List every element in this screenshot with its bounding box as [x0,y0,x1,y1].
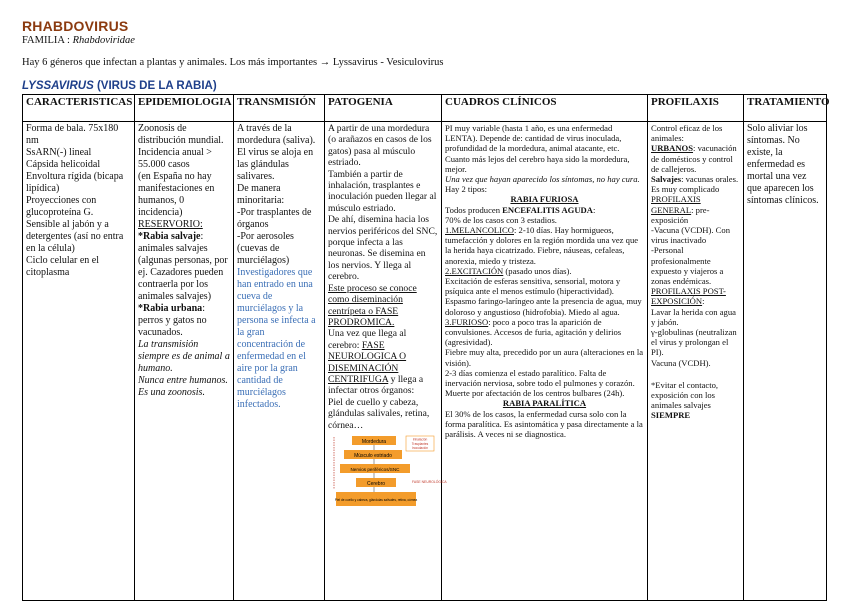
family-value: Rhabdoviridae [72,35,135,46]
flow-tag: FASE NEUROLÓGICA [412,479,447,484]
cell-transmision: A través de la mordedura (saliva). El virus se aloja en las glándulas salivares. De manera minoritaria: -Por trasplantes de órganos -Por aerosoles (cuevas de murciélagos) Investigadores que han entrado en una cueva de murciélagos y la persona se infecta a la gran concentración de enfermedad en el aire por la gran cantidad de murciélagos infectados. [234,122,325,601]
cell-caracteristicas: Forma de bala. 75x180 nm SsARN(-) lineal Cápsida helicoidal Envoltura rígida (bicapa lipídica) Proyecciones con glucoproteína G. Sensible al jabón y a detergentes (así no entra en la célula) Ciclo celular en el citoplasma [23,122,135,601]
col-profilaxis: PROFILAXIS [648,95,744,122]
intro-text: Hay 6 géneros que infectan a plantas y animales. Los más importantes → Lyssavirus - Vesiculovirus [22,57,444,68]
col-epidemiologia: EPIDEMIOLOGIA [135,95,234,122]
rabies-table [22,94,830,601]
section-subtitle: LYSSAVIRUS (VIRUS DE LA RABIA) [22,80,217,92]
table-row [23,122,827,601]
flow-label-5: Piel de cuello y cabeza, glándulas salivales, retina, córnea [334,497,418,502]
col-transmision: TRANSMISIÓN [234,95,325,122]
table-header-row [23,95,827,122]
page-title: RHABDOVIRUS [22,18,129,34]
col-patogenia: PATOGENIA [325,95,442,122]
cell-epidemiologia: Zoonosis de distribución mundial. Incidencia anual > 55.000 casos (en España no hay manifestaciones en humanos, 0 incidencia) RESERVORIO: *Rabia salvaje: animales salvajes (algunas personas, por ej. Cazadores pueden contraerla por los animales salvajes) *Rabia urbana: perros y gatos no vacunados. La transmisión siempre es de animal a humano. Nunca entre humanos. Es una zoonosis. [135,122,234,601]
flow-label-4: Cerebro [366,480,386,487]
flow-label-1: Mordedura [361,438,387,445]
col-tratamiento: TRATAMIENTO [744,95,827,122]
pathogenesis-flow-diagram [330,435,447,511]
family-line: FAMILIA : Rhabdoviridae [22,35,135,46]
cell-profilaxis: Control eficaz de los animales: URBANOS: vacunación de domésticos y control de callejeros. Salvajes: vacunas orales. Es muy complicado PROFILAXIS GENERAL: pre-exposición -Vacuna (VCDH). Con virus inactivado -Personal profesionalmente expuesto y viajeros a zonas endémicas. PROFILAXIS POST-EXPOSICIÓN: Lavar la herida con agua y jabón. γ-globulinas (neutralizan el virus y prolongan el PI). Vacuna (VCDH). *Evitar el contacto, exposición con los animales salvajes SIEMPRE [648,122,744,601]
flow-label-2: Músculo estriado [354,452,392,459]
col-cuadros: CUADROS CLÍNICOS [442,95,648,122]
col-caracteristicas: CARACTERISTICAS [23,95,135,122]
flow-side-3: Inoculación [411,445,429,450]
flow-side-2: Trasplantes [411,441,429,446]
flow-side-1: Inhalación [412,437,428,442]
cell-patogenia: A partir de una mordedura (o arañazos en casos de los gatos) pasa al músculo estriado. También a partir de inhalación, trasplantes e inoculación pueden llegar al músculo estriado. De ahí, disemina hacia los nervios periféricos del SNC, porque infecta a las neuronas. Se disemina en los nervios. Y llega al cerebro. Este proceso se conoce como diseminación centrípeta o FASE PRODROMICA. Una vez que llega al cerebro: FASE NEUROLOGICA O DISEMINACIÓN CENTRIFUGA y llega a infectar otros órganos: Piel de cuello y cabeza, glándulas salivales, retina, córnea… Mordedura Músculo estriado Nervios periféricos/SNC Cerebro Piel de cuello y cabeza, glándulas salivales, retina, córnea Inhalación Trasplantes Inoculación FASE NEUROLÓGICA [325,122,442,601]
flow-label-3: Nervios periféricos/SNC [350,466,400,472]
cell-tratamiento: Solo aliviar los síntomas. No existe, la enfermedad es mortal una vez que aparecen los síntomas clínicos. [744,122,827,601]
cell-cuadros: PI muy variable (hasta 1 año, es una enfermedad LENTA). Depende de: cantidad de virus inoculada, profundidad de la mordedura, animal atacante, etc. Cuanto más lejos del cerebro haya sido la mordedura, mejor. Una vez que hayan aparecido los síntomas, no hay cura. Hay 2 tipos: RABIA FURIOSA Todos producen ENCEFALITIS AGUDA: 70% de los casos con 3 estadios. 1.MELANCOLICO: 2-10 días. Hay hormigueos, tumefacción y dolores en la región mordida una vez que la herida haya cicatrizado. Fiebre, náuseas, cefaleas, anorexia, miedo y tristeza. 2.EXCITACIÓN (pasado unos días). Excitación de esferas sensitiva, sensorial, motora y psíquica ante el menos estímulo (hiperactividad). Espasmo faringo-laríngeo ante la presencia de agua, muy doloroso y angustioso (hidrofobia). Miedo al agua. 3.FURIOSO: poco a poco tras la aparición de convulsiones. Accesos de furia, agitación y delirios (agresividad). Fiebre muy alta, precedido por un aura (alteraciones en la visión). 2-3 días comienza el estado paralítico. Falta de inervación nerviosa, sobre todo el pulmones y corazón. Muerte por afectación de los centros bulbares (24h). RABIA PARALÍTICA El 30% de los casos, la enfermedad cursa solo con la forma paralítica. Es asintomática y pasa directamente a la parálisis. A veces ni se diagnostica. [442,122,648,601]
